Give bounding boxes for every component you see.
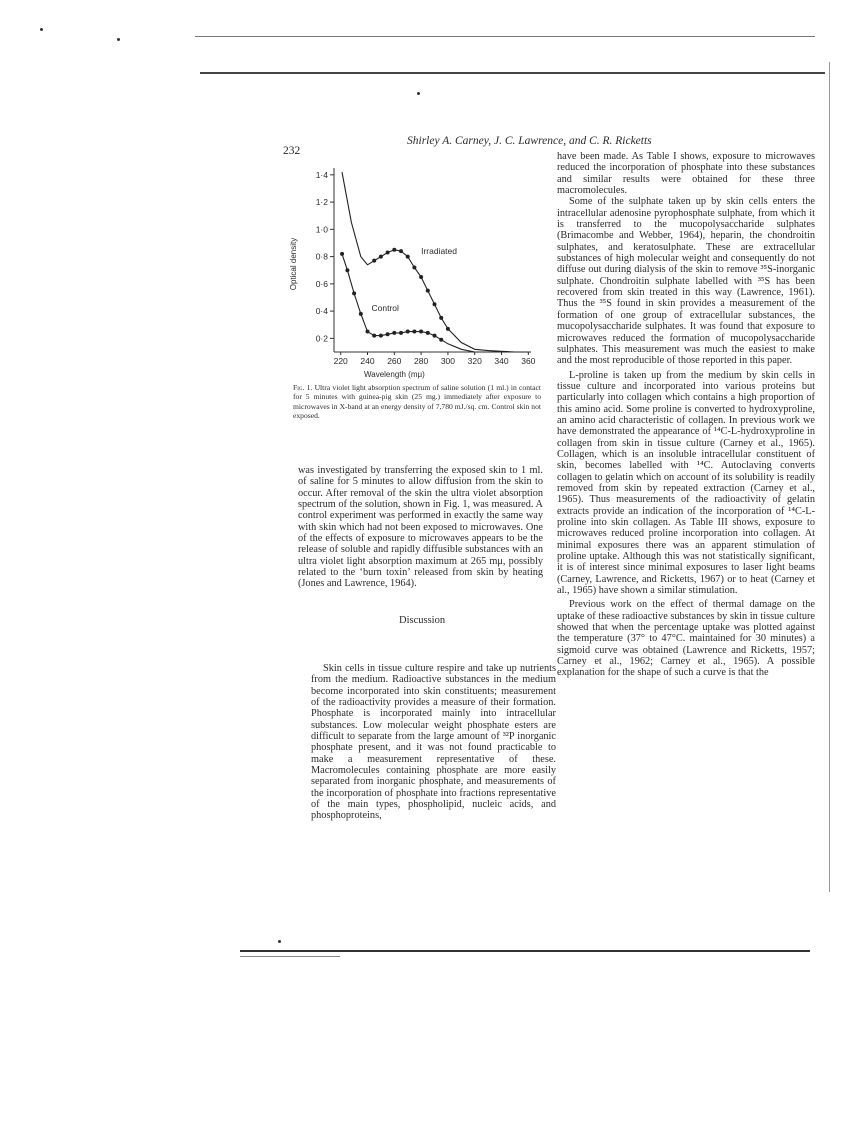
figure-caption-text: Ultra violet light absorption spectrum of saline solution (1 ml.) in contact for 5 minutes with guinea-pig skin (25 mg.) immediately after exposure to microwaves in X-band at an energy density of 7,780 mJ./sq. cm. Control skin not exposed.: [293, 383, 541, 421]
paragraph: Skin cells in tissue culture respire and take up nutrients from the medium. Radioactive substances in the medium become incorporated into skin constituents; measurement of the radioactivity provides a measure of their formation. Phosphate is incorporated mainly into intracellular substances. Low molecular weight phosphate esters are difficult to separate from the large amount of ³²P inorganic phosphate present, and it was not found practicable to make a measurement representative of these. Macromolecules containing phosphate are more easily separated from inorganic phosphate, and measurements of the incorporation of phosphate into fractions representative of the main types, phospholipid, nucleic acids, and phosphoproteins,: [311, 663, 556, 822]
scan-speck: [117, 38, 120, 41]
x-tick-label: 320: [467, 356, 482, 366]
scan-rule-bottom: [240, 950, 810, 952]
data-point-control: [345, 268, 349, 272]
data-point-irradiated: [446, 327, 450, 331]
y-axis-label: Optical density: [289, 237, 298, 291]
paragraph: Previous work on the effect of thermal damage on the uptake of these radioactive substances by skin in tissue culture showed that when the percentage uptake was plotted against the temperature (37° to 47°C. maintained for 30 minutes) a sigmoid curve was obtained (Lawrence and Ricketts, 1957; Carney et al., 1962; Carney et al., 1965). A possible explanation for the shape of such a curve is that the: [557, 599, 815, 679]
y-tick-label: 1·0: [315, 224, 328, 235]
data-point-control: [439, 338, 443, 342]
paragraph: was investigated by transferring the exposed skin to 1 ml. of saline for 5 minutes to allow diffusion from the skin to occur. After removal of the skin the ultra violet absorption spectrum of the solution, shown in Fig. 1, was measured. A control experiment was performed in exactly the same way with skin which had not been exposed to microwaves. One of the effects of exposure to microwaves appears to be the release of soluble and rapidly diffusible substances with an ultra violet light absorption maximum at 265 mμ, possibly related to the ‘burn toxin’ released from skin by heating (Jones and Lawrence, 1964).: [298, 465, 543, 590]
data-point-irradiated: [379, 255, 383, 259]
series-label-irradiated: Irradiated: [421, 245, 458, 256]
scan-rule-top: [195, 36, 815, 37]
left-column-lower: [311, 663, 556, 822]
data-point-irradiated: [386, 251, 390, 255]
data-point-control: [392, 331, 396, 335]
running-head: Shirley A. Carney, J. C. Lawrence, and C. R. Ricketts: [407, 135, 652, 147]
scan-speck: [40, 28, 43, 31]
data-point-irradiated: [392, 248, 396, 252]
absorption-spectrum-chart: [286, 160, 546, 382]
data-point-control: [426, 331, 430, 335]
y-tick-label: 1·4: [315, 169, 328, 180]
x-tick-label: 240: [360, 356, 375, 366]
paragraph: Some of the sulphate taken up by skin cells enters the intracellular adenosine pyrophosphate sulphate, from which it is transferred to the mucopolysaccharide sulphates (Brimacombe and Webber, 1964), heparin, the chondroitin sulphates, and keratosulphate. These are extracellular substances of high molecular weight and consequently do not diffuse out during dialysis of the skin to remove ³⁵S-inorganic sulphate. Chondroitin sulphate labelled with ³⁵S has been recovered from skin treated in this way (Lawrence, 1961). Thus the ³⁵S found in skin provides a measurement of the formation of one group of extracellular substances, the mucopolysaccharide sulphates. It was found that exposure to microwaves reduced the formation of mucopolysaccharide sulphates. This measurement was much the easiest to make and the most reproducible of those reported in this paper.: [557, 196, 815, 367]
y-tick-label: 0·2: [315, 333, 328, 344]
data-point-control: [419, 330, 423, 334]
data-point-control: [379, 334, 383, 338]
data-point-control: [352, 291, 356, 295]
scan-speck: [417, 92, 420, 95]
page-number: 232: [283, 145, 301, 157]
data-point-control: [340, 252, 344, 256]
data-point-control: [399, 331, 403, 335]
x-tick-label: 280: [414, 356, 429, 366]
data-point-control: [406, 330, 410, 334]
y-tick-label: 0·4: [315, 306, 328, 317]
data-point-irradiated: [419, 275, 423, 279]
right-column: [557, 151, 815, 679]
x-tick-label: 340: [494, 356, 509, 366]
data-point-irradiated: [426, 289, 430, 293]
data-point-control: [433, 334, 437, 338]
scan-rule-upper: [200, 72, 825, 74]
x-tick-label: 300: [440, 356, 456, 366]
scan-speck: [278, 940, 281, 943]
data-point-irradiated: [399, 249, 403, 253]
data-point-control: [372, 334, 376, 338]
x-tick-label: 220: [333, 356, 348, 366]
figure-caption-label: Fig. 1.: [293, 383, 313, 392]
data-point-irradiated: [439, 316, 443, 320]
data-point-irradiated: [406, 255, 410, 259]
paragraph: L-proline is taken up from the medium by skin cells in tissue culture and incorporated into various proteins but particularly into collagen which contains a high proportion of this amino acid. Some proline is converted to hydroxyproline, an amino acid characteristic of collagen. In previous work we have demonstrated the appearance of ¹⁴C-L-hydroxyproline in collagen from skin in tissue culture (Carney et al., 1965). Collagen, which is an insoluble intracellular constituent of skin, becomes labelled with ¹⁴C. Autoclaving converts collagen to gelatin which on account of its solubility is readily removed from skin by repeated extraction (Carney et al., 1965). Thus measurements of the radioactivity of gelatin extracts provide an indication of the incorporation of ¹⁴C-L-proline into skin collagen. As Table III shows, exposure to microwaves reduced proline incorporation into collagen. At minimal exposures there was an apparent stimulation of proline uptake. Although this was not statistically significant, it is of interest since minimal exposures to laser light beams (Carney, Lawrence, and Ricketts, 1967) or to heat (Carney et al., 1965) have shown a similar stimulation.: [557, 369, 815, 597]
data-point-control: [412, 330, 416, 334]
y-tick-label: 0·8: [315, 251, 328, 262]
y-tick-label: 0·6: [315, 278, 328, 289]
data-point-irradiated: [412, 265, 416, 269]
left-column-upper: [298, 465, 543, 590]
x-tick-label: 260: [387, 356, 402, 366]
data-point-irradiated: [433, 302, 437, 306]
x-tick-label: 360: [521, 356, 536, 366]
series-line-irradiated: [342, 172, 528, 352]
data-point-control: [366, 330, 370, 334]
section-heading: Discussion: [399, 615, 446, 626]
scan-edge-right: [829, 62, 830, 892]
data-point-control: [386, 332, 390, 336]
data-point-irradiated: [372, 259, 376, 263]
y-tick-label: 1·2: [315, 197, 328, 208]
figure-caption: [293, 383, 541, 421]
series-label-control: Control: [371, 303, 399, 314]
scan-rule-bottom-short: [240, 956, 340, 957]
x-axis-label: Wavelength (mμ): [364, 370, 425, 379]
paragraph: have been made. As Table I shows, exposure to microwaves reduced the incorporation of phosphate into these substances and similar results were obtained for these three macromolecules.: [557, 151, 815, 197]
data-point-control: [359, 312, 363, 316]
